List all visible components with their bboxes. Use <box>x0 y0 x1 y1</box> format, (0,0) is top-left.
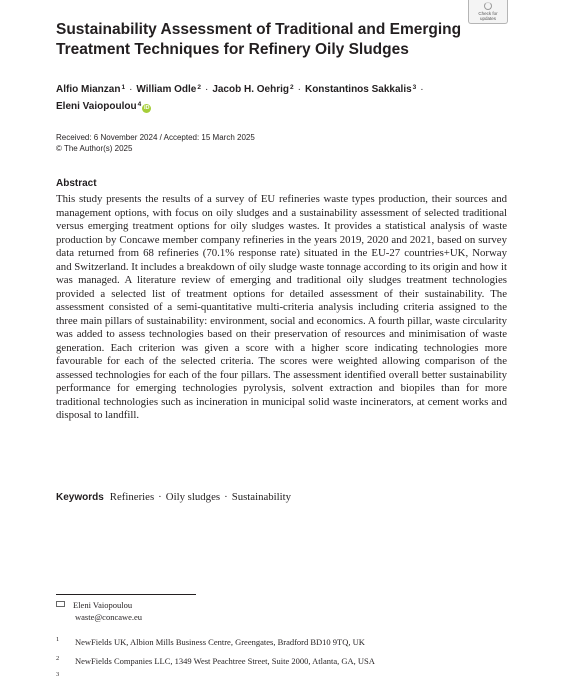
badge-line-2: updates <box>479 16 496 21</box>
keywords-heading: Keywords <box>56 492 104 503</box>
author-affiliation-mark: 2 <box>290 84 294 91</box>
author-name[interactable]: Eleni Vaiopoulou <box>56 101 137 112</box>
corresponding-author-name: Eleni Vaiopoulou <box>73 600 133 610</box>
keyword-item: Refineries <box>109 491 155 503</box>
author-name[interactable]: William Odle <box>136 84 197 95</box>
copyright-notice: © The Author(s) 2025 <box>56 144 133 153</box>
author-separator: · <box>204 84 209 95</box>
affiliation-text: NewFields UK, Albion Mills Business Centre, Greengates, Bradford BD10 9TQ, UK <box>75 637 365 647</box>
author-name[interactable]: Konstantinos Sakkalis <box>304 84 412 95</box>
abstract-heading: Abstract <box>56 178 97 189</box>
author-affiliation-mark: 2 <box>197 84 201 91</box>
badge-line-1: Check for <box>478 11 498 16</box>
keywords <box>56 491 291 504</box>
corresponding-author <box>56 599 142 623</box>
author-separator: · <box>297 84 301 95</box>
author-list <box>56 80 516 114</box>
abstract-text: This study presents the results of a survey of EU refineries waste types production, their sources and management options, with focus on oily sludges and a sustainability assessment of selected traditional versus emerging treatment options for oily sludges wastes. It provides a statistical analysis of waste production by Concawe member company refineries in the years 2019, 2020 and 2021, based on survey data returned from 68 refineries (70.1% response rate) situated in the EU-27 countries+UK, Norway and Switzerland. It includes a breakdown of oily sludge waste tonnage according to its origin and how it was managed. A literature review of emerging and traditional oily sludges treatment technologies provided a selected list of treatment options for detailed assessment of their sustainability. The assessment consisted of a semi-quantitative multi-criteria analysis including criteria assigned to the three main pillars of sustainability: environment, social and economics. A fourth pillar, waste circularity was added to assess technologies based on their preservation of resources and minimisation of waste generation. Each criterion was given a score with a higher score indicating technologies more favourable for each of the selected criteria. The scores were weighted allowing comparison of the assessed technologies for each of the four pillars. The assessment identified overall better sustainability performance for emerging technologies pyrolysis, solvent extraction and biopiles than for more traditional technologies such as incineration in municipal solid waste incinerators, at cement works and disposal to landfill. <box>56 193 507 421</box>
author-name[interactable]: Alfio Mianzan <box>56 84 121 95</box>
envelope-icon <box>56 601 65 607</box>
affiliation-3 <box>56 672 75 683</box>
corresponding-author-email[interactable]: waste@concawe.eu <box>75 612 143 622</box>
keyword-item: Sustainability <box>231 491 292 503</box>
check-for-updates-badge[interactable] <box>468 0 508 24</box>
footnote-divider <box>56 594 196 595</box>
affiliation-1 <box>56 637 365 648</box>
affiliation-text: NewFields Companies LLC, 1349 West Peachtree Street, Suite 2000, Atlanta, GA, USA <box>75 656 375 666</box>
affiliation-2 <box>56 656 375 667</box>
author-affiliation-mark: 4 <box>137 101 142 108</box>
update-check-icon <box>484 2 492 10</box>
publication-dates <box>56 132 255 154</box>
keyword-item: Oily sludges <box>165 491 221 503</box>
author-separator: · <box>129 84 133 95</box>
affiliation-number: 1 <box>56 636 60 643</box>
author-separator: · <box>420 84 424 95</box>
keyword-separator: · <box>224 491 228 503</box>
affiliation-number: 2 <box>56 655 60 662</box>
orcid-icon[interactable]: iD <box>143 105 150 111</box>
author-affiliation-mark: 3 <box>412 84 417 91</box>
author-affiliation-mark: 1 <box>121 84 126 91</box>
author-name[interactable]: Jacob H. Oehrig <box>212 84 289 95</box>
keyword-separator: · <box>158 491 162 503</box>
paper-title: Sustainability Assessment of Traditional and Emerging Treatment Techniques for Refinery Oily Sludges <box>56 21 462 58</box>
received-accepted-dates: Received: 6 November 2024 / Accepted: 15 March 2025 <box>56 133 255 142</box>
affiliation-number: 3 <box>56 671 60 678</box>
